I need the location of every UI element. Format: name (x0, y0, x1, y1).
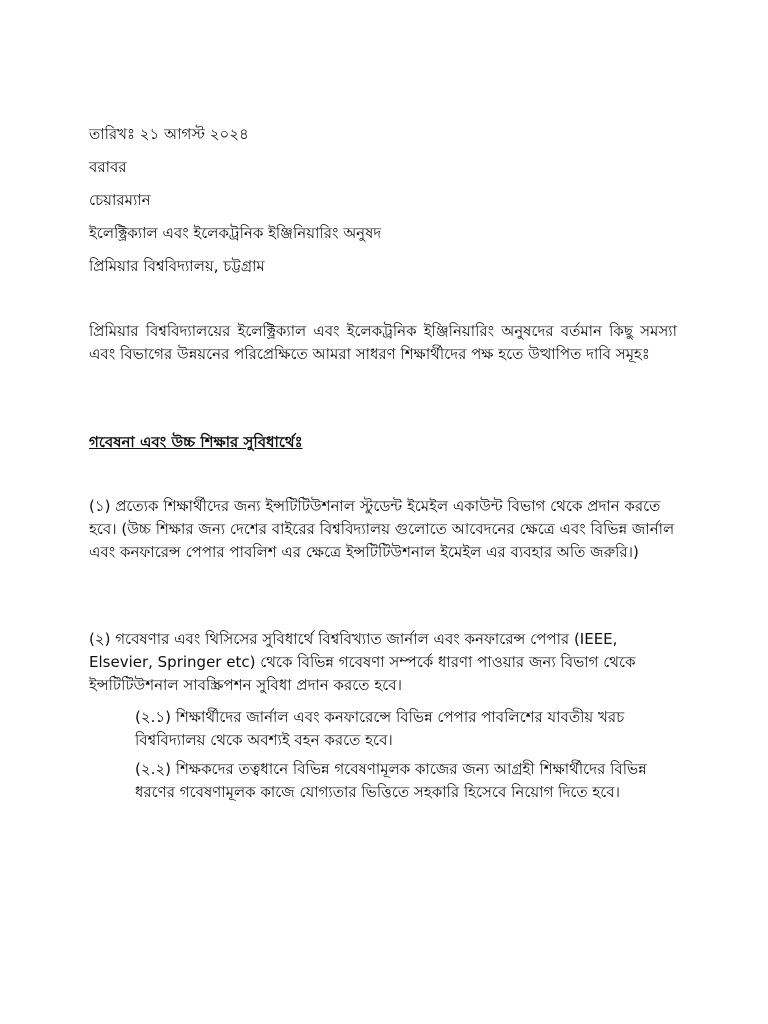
recipient-university: প্রিমিয়ার বিশ্ববিদ্যালয়, চট্টগ্রাম (89, 257, 265, 275)
demand-subitem-2-2: (২.২) শিক্ষকদের তত্বধানে বিভিন্ন গবেষণামূলক কাজের জন্য আগ্রহী শিক্ষার্থীদের বিভিন্ন ধরণের গবেষণামূলক কাজে যোগ্যতার ভিত্তিতে সহকারি হিসেবে নিয়োগ দিতে হবে। (135, 760, 647, 801)
recipient-department: ইলেক্ট্রিক্যাল এবং ইলেকট্রনিক ইঞ্জিনিয়ারিং অনুষদ (89, 224, 382, 242)
section-heading: গবেষনা এবং উচ্চ শিক্ষার সুবিধার্থেঃ (89, 433, 303, 451)
salutation-to: বরাবর (89, 158, 127, 176)
recipient-title: চেয়ারম্যান (89, 191, 151, 209)
demand-item-2: (২) গবেষণার এবং থিসিসের সুবিধার্থে বিশ্ববিখ্যাত জার্নাল এবং কনফারেন্স পেপার (IEEE, Elsevier, Springer etc) থেকে বিভিন্ন গবেষণা সম্পর্কে ধারণা পাওয়ার জন্য বিভাগ থেকে ইন্সটিটিউশনাল সাবস্ক্রিপশন সুবিধা প্রদান করতে হবে। (89, 630, 636, 694)
date-line: তারিখঃ ২১ আগস্ট ২০২৪ (89, 125, 249, 143)
intro-paragraph: প্রিমিয়ার বিশ্ববিদ্যালয়ের ইলেক্ট্রিক্যাল এবং ইলেকট্রনিক ইঞ্জিনিয়ারিং অনুষদের বর্তমান কিছু সমস্যা এবং বিভাগের উন্নয়নের পরিপ্রেক্ষিতে আমরা সাধরণ শিক্ষার্থীদের পক্ষ হতে উত্থাপিত দাবি সমূহঃ (89, 322, 677, 363)
demand-subitem-2-1: (২.১) শিক্ষার্থীদের জার্নাল এবং কনফারেন্সে বিভিন্ন পেপার পাবলিশের যাবতীয় খরচ বিশ্ববিদ্যালয় থেকে অবশ্যই বহন করতে হবে। (135, 708, 625, 749)
demand-item-1: (১) প্রত্যেক শিক্ষার্থীদের জন্য ইন্সটিটিউশনাল স্টুডেন্ট ইমেইল একাউন্ট বিভাগ থেকে প্রদান করতে হবে। (উচ্চ শিক্ষার জন্য দেশের বাইরের বিশ্ববিদ্যালয় গুলোতে আবেদনের ক্ষেত্রে এবং বিভিন্ন জার্নাল এবং কনফারেন্স পেপার পাবলিশ এর ক্ষেত্রে ইন্সটিটিউশনাল ইমেইল এর ব্যবহার অতি জরুরি।) (89, 497, 675, 561)
